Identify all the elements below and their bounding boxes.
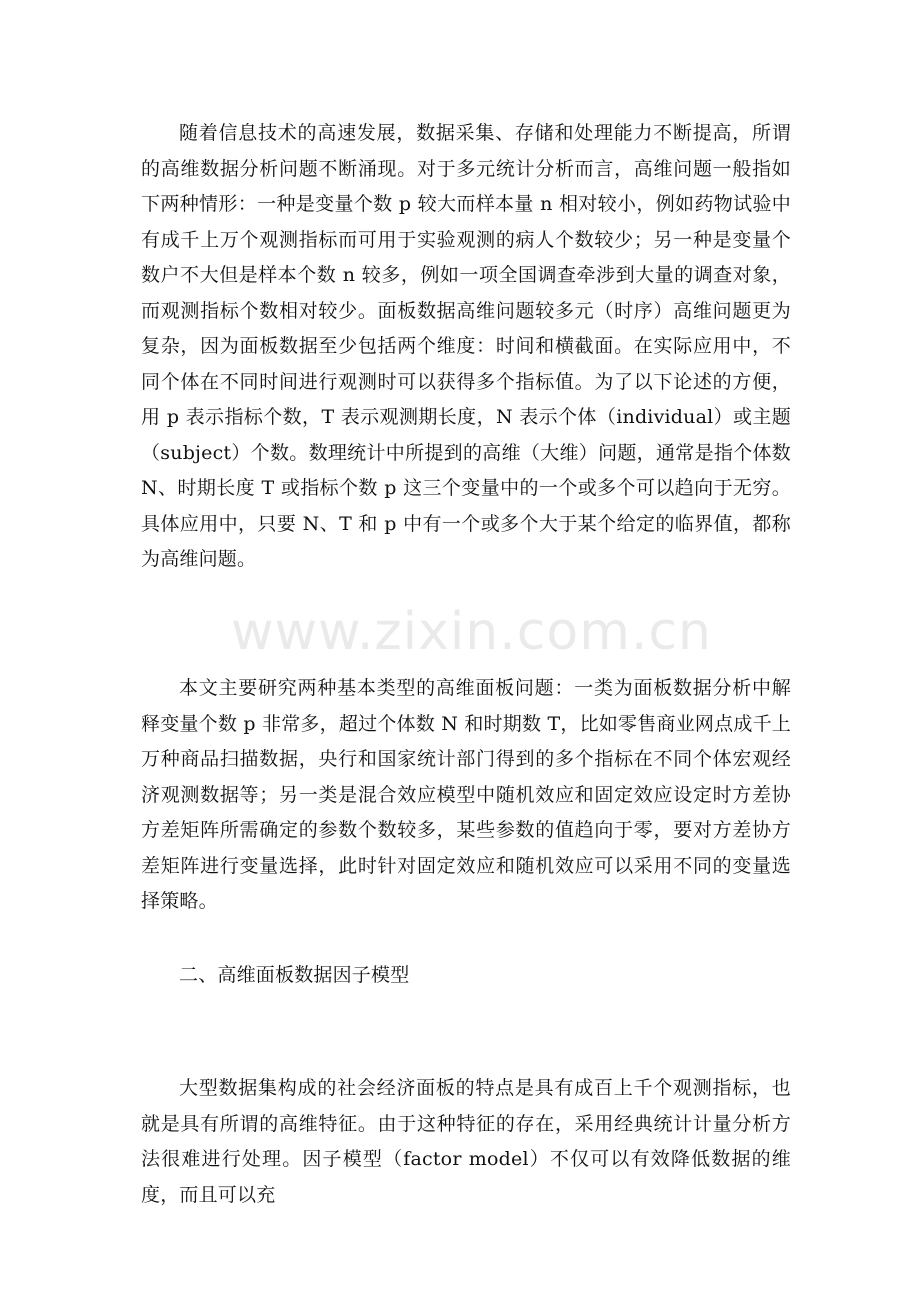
paragraph-intro: 随着信息技术的高速发展，数据采集、存储和处理能力不断提高，所谓的高维数据分析问题不断涌现。对于多元统计分析而言，高维问题一般指如下两种情形：一种是变量个数 p 较大而样本量 n 相对较小，例如药物试验中有成千上万个观测指标而可用于实验观测的病人个数较少；另一种是变量个数户不大但是样本个数 n 较多，例如一项全国调查牵涉到大量的调查对象，而观测指标个数相对较少。面板数据高维问题较多元（时序）高维问题更为复杂，因为面板数据至少包括两个维度：时间和横截面。在实际应用中，不同个体在不同时间进行观测时可以获得多个指标值。为了以下论述的方便，用 p 表示指标个数，T 表示观测期长度，N 表示个体（individual）或主题（subject）个数。数理统计中所提到的高维（大维）问题，通常是指个体数 N、时期长度 T 或指标个数 p 这三个变量中的一个或多个可以趋向于无穷。具体应用中，只要 N、T 和 p 中有一个或多个大于某个给定的临界值，都称为高维问题。 <box>141 122 791 570</box>
paragraph-factor-model: 大型数据集构成的社会经济面板的特点是具有成百上千个观测指标，也就是具有所谓的高维特征。由于这种特征的存在，采用经典统计计量分析方法很难进行处理。因子模型（factor model）不仅可以有效降低数据的维度，而且可以充 <box>141 1077 791 1206</box>
section-heading: 二、高维面板数据因子模型 <box>179 964 410 986</box>
watermark-text: www.zixin.com.cn <box>231 602 712 662</box>
paragraph-research-scope: 本文主要研究两种基本类型的高维面板问题：一类为面板数据分析中解释变量个数 p 非常多，超过个体数 N 和时期数 T，比如零售商业网点成千上万种商品扫描数据，央行和国家统计部门得到的多个指标在不同个体宏观经济观测数据等；另一类是混合效应模型中随机效应和固定效应设定时方差协方差矩阵所需确定的参数个数较多，某些参数的值趋向于零，要对方差协方差矩阵进行变量选择，此时针对固定效应和随机效应可以采用不同的变量选择策略。 <box>141 677 791 912</box>
